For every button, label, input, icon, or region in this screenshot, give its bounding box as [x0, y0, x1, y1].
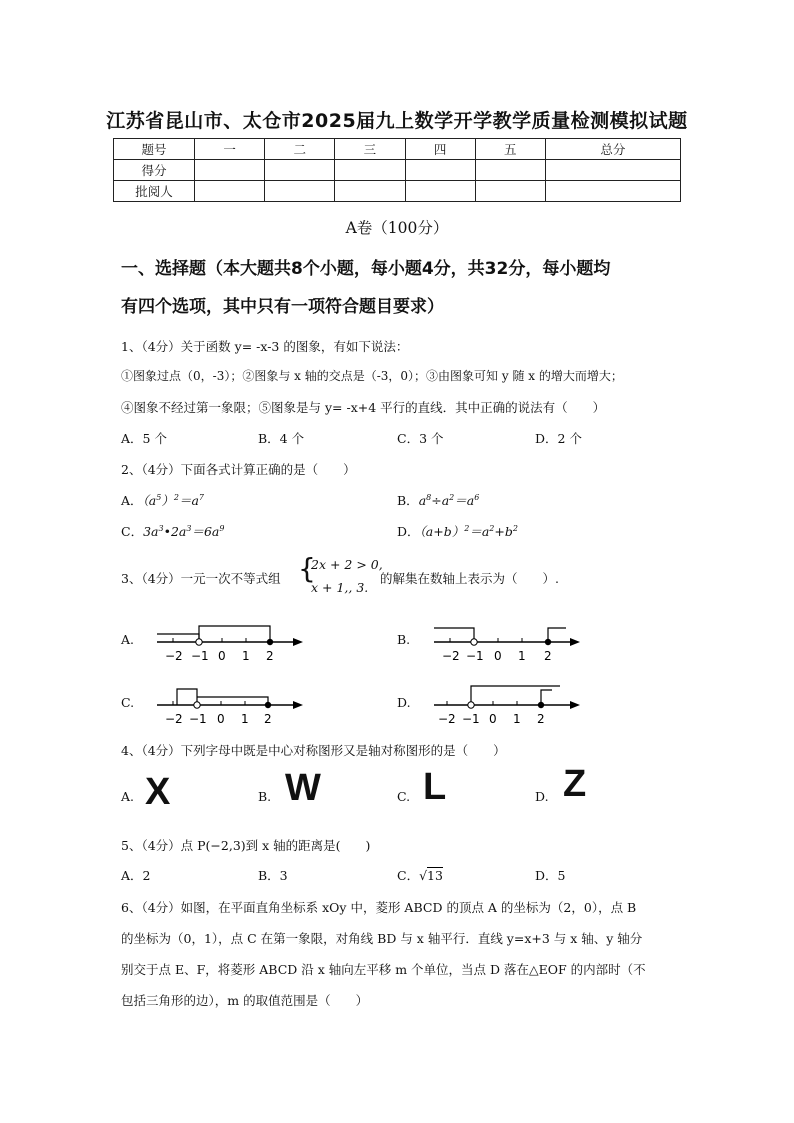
ray-right: [471, 686, 560, 705]
exponent: 3: [186, 523, 192, 533]
q4-option-d-label[interactable]: D.: [535, 789, 549, 804]
tick-label: −1: [462, 712, 480, 726]
math-text: +b: [494, 524, 513, 539]
math-text: 3a: [143, 524, 159, 539]
table-cell[interactable]: [545, 160, 680, 181]
q1-statements-1: ①图象过点（0，-3）；②图象与 x 轴的交点是（-3，0）；③由图象可知 y 随 x 的增大而增大；: [121, 369, 623, 383]
q1-option-a[interactable]: A．5 个: [121, 431, 167, 446]
letter-x: X: [145, 771, 171, 813]
math-text: a: [418, 493, 427, 508]
tick-label: 1: [518, 649, 526, 663]
table-cell: 题号: [114, 139, 195, 160]
open-point: [196, 639, 202, 645]
q5-option-a[interactable]: A．2: [121, 868, 151, 883]
exponent: 8: [426, 492, 432, 502]
table-cell: 三: [335, 139, 405, 160]
ray-left: [157, 634, 199, 642]
inequality-1: 2x + 2 > 0,: [311, 557, 383, 572]
tick-label: 2: [544, 649, 552, 663]
tick-label: 1: [241, 712, 249, 726]
open-point: [468, 702, 474, 708]
section-a-heading: A卷（100分）: [345, 219, 449, 237]
letter-l: L: [423, 766, 447, 808]
system-brace: {: [298, 552, 316, 585]
tick-label: −2: [165, 649, 183, 663]
table-cell[interactable]: [545, 181, 680, 202]
q6-line1: 6、（4分）如图，在平面直角坐标系 xOy 中，菱形 ABCD 的顶点 A 的坐标为（2，0），点 B: [121, 900, 637, 915]
q1-option-b[interactable]: B．4 个: [258, 431, 305, 446]
exponent: 2: [464, 523, 470, 533]
option-label: C．: [397, 868, 420, 883]
q4-option-a-label[interactable]: A.: [121, 789, 135, 804]
table-cell[interactable]: [195, 181, 265, 202]
q2-option-a[interactable]: [121, 491, 204, 509]
q4-stem: 4、（4分）下列字母中既是中心对称图形又是轴对称图形的是（ ）: [121, 743, 506, 758]
q3-option-c-label[interactable]: C.: [121, 695, 135, 710]
table-cell: 四: [405, 139, 475, 160]
ray-left: [177, 689, 197, 705]
exponent: 2: [173, 492, 179, 502]
table-cell: 五: [475, 139, 545, 160]
option-label: A．: [121, 493, 143, 508]
table-cell[interactable]: [475, 181, 545, 202]
sqrt-sign: √: [419, 868, 428, 883]
tick-label: 1: [513, 712, 521, 726]
exponent: 5: [156, 492, 162, 502]
score-table: [113, 138, 681, 202]
q6-line4: 包括三角形的边），m 的取值范围是（ ）: [121, 993, 369, 1008]
q3-option-a-label[interactable]: A.: [121, 632, 135, 647]
tick-label: −1: [189, 712, 207, 726]
solid-point: [267, 639, 273, 645]
tick-label: 0: [494, 649, 502, 663]
letter-z: Z: [563, 763, 587, 805]
math-text: ＝a: [469, 524, 490, 539]
sqrt-value: 13: [427, 868, 443, 883]
table-cell[interactable]: [265, 181, 335, 202]
page-title: 江苏省昆山市、太仓市2025届九上数学开学教学质量检测模拟试题: [106, 110, 688, 132]
q2-option-b[interactable]: [397, 491, 479, 509]
open-point: [471, 639, 477, 645]
q2-option-d[interactable]: [397, 522, 518, 540]
table-cell[interactable]: [475, 160, 545, 181]
q6-line2: 的坐标为（0，1），点 C 在第一象限，对角线 BD 与 x 轴平行．直线 y=x+3 与 x 轴、y 轴分: [121, 931, 643, 946]
exponent: 2: [489, 523, 495, 533]
part1-heading-line2: 有四个选项，其中只有一项符合题目要求）: [121, 297, 444, 317]
tick-label: 2: [264, 712, 272, 726]
tick-label: 0: [218, 649, 226, 663]
number-line-a[interactable]: [155, 620, 305, 666]
table-row: [114, 139, 681, 160]
tick-label: 0: [217, 712, 225, 726]
table-cell: 二: [265, 139, 335, 160]
q4-option-c-label[interactable]: C.: [397, 789, 411, 804]
open-point: [194, 702, 200, 708]
math-text: ÷a: [431, 493, 450, 508]
exponent: 2: [512, 523, 518, 533]
q5-stem: 5、（4分）点 P(−2,3)到 x 轴的距离是( ): [121, 838, 371, 853]
tick-label: −2: [442, 649, 460, 663]
ray-right: [548, 628, 566, 642]
q3-stem-before: 3、（4分）一元一次不等式组: [121, 571, 281, 586]
q5-option-b[interactable]: B．3: [258, 868, 288, 883]
exponent: 3: [158, 523, 164, 533]
number-line-b[interactable]: [432, 620, 582, 666]
table-cell[interactable]: [335, 181, 405, 202]
arrow-head: [570, 701, 580, 709]
tick-label: 0: [489, 712, 497, 726]
q6-line3: 别交于点 E、F，将菱形 ABCD 沿 x 轴向左平移 m 个单位，当点 D 落在△EOF 的内部时（不: [121, 962, 646, 977]
number-line-c[interactable]: [155, 683, 305, 729]
math-text: ）: [161, 493, 174, 508]
q5-option-c[interactable]: [397, 866, 443, 884]
table-cell: 一: [195, 139, 265, 160]
table-cell[interactable]: [405, 181, 475, 202]
q3-option-d-label[interactable]: D.: [397, 695, 411, 710]
tick-label: 1: [242, 649, 250, 663]
table-cell[interactable]: [335, 160, 405, 181]
q3-option-b-label[interactable]: B.: [397, 632, 411, 647]
ray-right: [199, 626, 270, 642]
q5-option-d[interactable]: D．5: [535, 868, 566, 883]
table-cell[interactable]: [405, 160, 475, 181]
q3-stem-after: 的解集在数轴上表示为（ ）.: [380, 571, 559, 586]
exponent: 6: [474, 492, 480, 502]
tick-label: −1: [466, 649, 484, 663]
math-text: （a: [142, 493, 157, 508]
exponent: 7: [198, 492, 204, 502]
inequality-2: x + 1,, 3.: [311, 580, 369, 595]
solid-point: [265, 702, 271, 708]
q4-option-b-label[interactable]: B.: [258, 789, 272, 804]
solid-point: [545, 639, 551, 645]
number-line-d[interactable]: [432, 683, 582, 729]
tick-label: −2: [438, 712, 456, 726]
tick-label: 2: [537, 712, 545, 726]
math-text: ＝a: [178, 493, 199, 508]
math-text: ＝a: [454, 493, 475, 508]
exponent: 9: [219, 523, 225, 533]
q2-option-c[interactable]: [121, 522, 224, 540]
ray-left: [434, 628, 474, 642]
q2-stem: 2、（4分）下面各式计算正确的是（ ）: [121, 462, 356, 477]
math-text: •2a: [163, 524, 187, 539]
solid-point: [538, 702, 544, 708]
math-text: （a+b）: [419, 524, 465, 539]
tick-label: −1: [191, 649, 209, 663]
table-cell: 得分: [114, 160, 195, 181]
q1-option-d[interactable]: D．2 个: [535, 431, 582, 446]
letter-w: W: [285, 767, 321, 809]
ray-right: [197, 697, 268, 705]
option-label: B．: [397, 493, 419, 508]
table-cell: 总分: [545, 139, 680, 160]
tick-label: −2: [165, 712, 183, 726]
q1-option-c[interactable]: C．3 个: [397, 431, 444, 446]
table-cell[interactable]: [265, 160, 335, 181]
option-label: C．: [121, 524, 144, 539]
q1-statements-2: ④图象不经过第一象限；⑤图象是与 y= -x+4 平行的直线．其中正确的说法有（ ）: [121, 400, 606, 415]
table-row: [114, 160, 681, 181]
arrow-head: [293, 638, 303, 646]
q1-stem: 1、（4分）关于函数 y= -x-3 的图象，有如下说法：: [121, 339, 409, 354]
table-row: [114, 181, 681, 202]
option-label: D．: [397, 524, 420, 539]
arrow-head: [570, 638, 580, 646]
table-cell: 批阅人: [114, 181, 195, 202]
part1-heading-line1: 一、选择题（本大题共8个小题，每小题4分，共32分，每小题均: [121, 259, 611, 279]
exponent: 2: [449, 492, 455, 502]
table-cell[interactable]: [195, 160, 265, 181]
tick-label: 2: [266, 649, 274, 663]
arrow-head: [293, 701, 303, 709]
math-text: ＝6a: [191, 524, 220, 539]
